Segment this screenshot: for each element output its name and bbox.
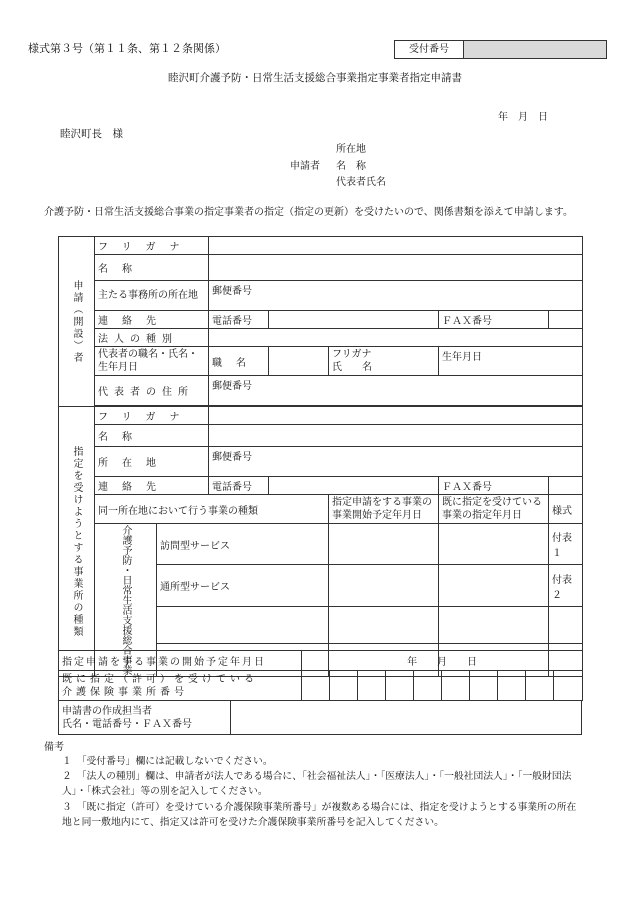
digit-cell[interactable] (414, 671, 442, 701)
name-label: 名称 (95, 255, 209, 281)
service-row-2-form: 付表２ (549, 565, 583, 606)
rep-label: 代表者の職名・氏名・生年月日 (95, 347, 209, 376)
office-address-label: 主たる事務所の所在地 (95, 281, 209, 311)
col-service-header: 同一所在地において行う事業の種類 (95, 495, 329, 524)
s2-fax-label: ＦＡＸ番号 (439, 477, 549, 495)
rep-furigana-label: フリガナ (332, 349, 372, 360)
corp-type-label: 法人の種別 (95, 329, 209, 347)
reception-number-box (394, 40, 607, 59)
reception-number-label: 受付番号 (395, 41, 464, 58)
contact-label: 連絡先 (95, 311, 209, 329)
application-table (58, 236, 583, 677)
preparer-field[interactable] (231, 701, 582, 735)
reception-number-field[interactable] (464, 41, 606, 58)
applicant-prefix: 申請者 (290, 161, 320, 172)
s2-tel-label: 電話番号 (209, 477, 269, 495)
preparer-table (58, 700, 582, 735)
position-field[interactable] (269, 347, 329, 376)
note-3: ３ 「既に指定（許可）を受けている介護保険事業所番号」が複数ある場合には、指定を受けようとする事業所の所在地と同一敷地内にて、指定又は許可を受けた介護保険事業所番号を記入してください。 (62, 802, 577, 828)
s2-postal-label: 郵便番号 (209, 447, 583, 477)
service-row-2-start[interactable] (329, 565, 439, 606)
digit-cell[interactable] (498, 671, 526, 701)
tel-label: 電話番号 (209, 311, 269, 329)
existing-number-label-2: 介護保険事業所番号 (62, 686, 188, 698)
section2-vertical-label: 指定を受けようとする事業所の種類 (59, 407, 95, 677)
s2-name-field[interactable] (209, 425, 583, 447)
addressee: 睦沢町長 様 (60, 128, 123, 140)
digit-cell[interactable] (526, 671, 554, 701)
position-label: 職名 (209, 347, 269, 376)
applicant-address-label: 所在地 (336, 144, 366, 155)
col-start-header: 指定申請をする事業の事業開始予定年月日 (329, 495, 439, 524)
name-field[interactable] (209, 255, 583, 281)
sub-vertical-label: 介護予防・日常生活支援総合事業 (95, 524, 157, 677)
digit-cell[interactable] (470, 671, 498, 701)
existing-number-label-1: 既に指定（許可）を受けている (62, 673, 258, 685)
service-row-1-start[interactable] (329, 524, 439, 565)
service-row-1-existing[interactable] (439, 524, 549, 565)
service-row-3-form[interactable] (549, 606, 583, 644)
date-line: 年 月 日 (498, 112, 548, 123)
service-row-2-existing[interactable] (439, 565, 549, 606)
document-title: 睦沢町介護予防・日常生活支援総合事業指定事業者指定申請書 (168, 72, 462, 84)
furigana-field[interactable] (209, 237, 583, 255)
digit-cell[interactable] (442, 671, 470, 701)
s2-tel-field[interactable] (269, 477, 439, 495)
birth-label: 生年月日 (439, 347, 583, 376)
s2-furigana-label: フリガナ (95, 407, 209, 425)
s2-address-label: 所在地 (95, 447, 209, 477)
note-1: １ 「受付番号」欄には記載しないでください。 (62, 756, 273, 767)
s2-fax-field[interactable] (549, 477, 583, 495)
rep-name-block[interactable] (329, 347, 439, 376)
rep-name-label: 氏 名 (332, 362, 373, 373)
note-2: ２ 「法人の種別」欄は、申請者が法人である場合に、「社会福祉法人」・「医療法人」・「一般社団法人」・「一般財団法人」・「株式会社」等の別を記入してください。 (62, 771, 572, 797)
bottom-table (58, 650, 583, 701)
form-number-label: 様式第３号（第１１条、第１２条関係） (28, 42, 226, 55)
fax-field[interactable] (549, 311, 583, 329)
preparer-label-1: 申請書の作成担当者 (62, 705, 152, 717)
digit-cell[interactable] (358, 671, 386, 701)
postal-label: 郵便番号 (209, 281, 583, 311)
service-row-1: 訪問型サービス (157, 524, 329, 565)
service-row-3[interactable] (157, 606, 329, 644)
service-row-2: 通所型サービス (157, 565, 329, 606)
service-row-3-start[interactable] (329, 606, 439, 644)
service-row-1-form: 付表１ (549, 524, 583, 565)
preparer-label (59, 701, 231, 735)
rep-postal-label: 郵便番号 (209, 376, 583, 406)
start-date-label: 指定申請をする事業の開始予定年月日 (59, 651, 302, 671)
applicant-name-label: 名 称 (336, 161, 366, 172)
service-row-3-existing[interactable] (439, 606, 549, 644)
applicant-rep-label: 代表者氏名 (336, 177, 386, 188)
digit-cell[interactable] (554, 671, 583, 701)
s2-name-label: 名称 (95, 425, 209, 447)
corp-type-field[interactable] (209, 329, 583, 347)
rep-address-label: 代表者の住所 (95, 376, 209, 406)
col-existing-header: 既に指定を受けている事業の指定年月日 (439, 495, 549, 524)
s2-furigana-field[interactable] (209, 407, 583, 425)
furigana-label: フリガナ (95, 237, 209, 255)
digit-cell[interactable] (302, 671, 330, 701)
notes-heading: 備考 (44, 742, 64, 753)
existing-number-label (59, 671, 302, 701)
section1-vertical-label: 申請（開設）者 (59, 237, 95, 407)
col-form-header: 様式 (549, 495, 583, 524)
digit-cell[interactable] (330, 671, 358, 701)
s2-contact-label: 連絡先 (95, 477, 209, 495)
preparer-label-2: 氏名・電話番号・ＦＡＸ番号 (62, 718, 192, 730)
intro-paragraph: 介護予防・日常生活支援総合事業の指定事業者の指定（指定の更新）を受けたいので、関係書類を添えて申請します。 (44, 207, 573, 218)
fax-label: ＦＡＸ番号 (439, 311, 549, 329)
start-date-field[interactable]: 年 月 日 (302, 651, 583, 671)
digit-cell[interactable] (386, 671, 414, 701)
tel-field[interactable] (269, 311, 439, 329)
